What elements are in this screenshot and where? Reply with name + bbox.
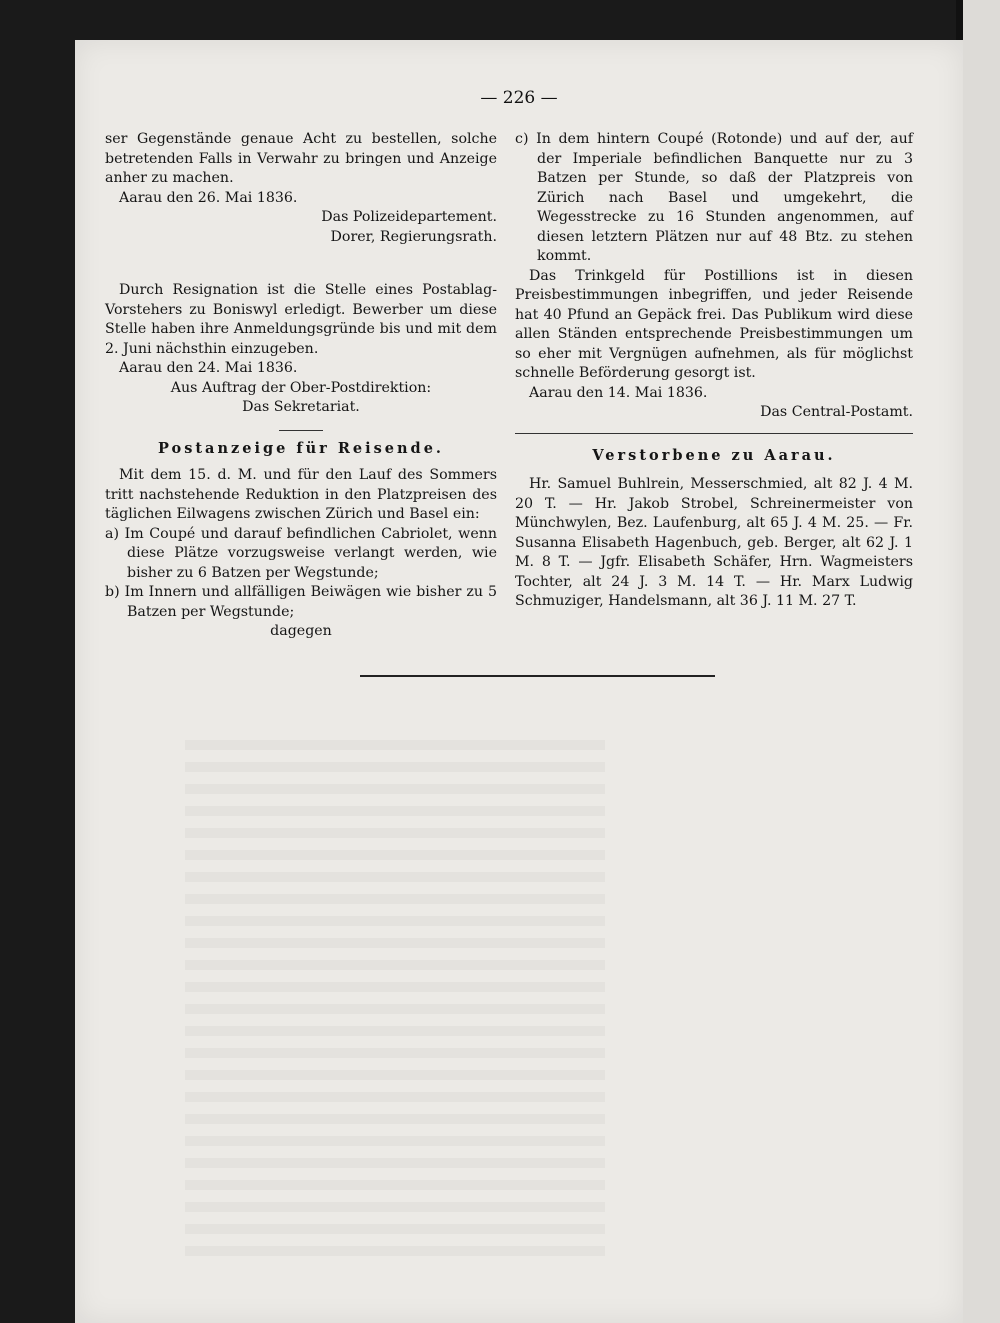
police-notice-date: Aarau den 26. Mai 1836.: [119, 189, 298, 206]
post-notice-signature: Das Central-Postamt.: [760, 404, 913, 420]
post-notice-item-b: b) Im Innern und allfälligen Beiwägen wie bisher zu 5 Batzen per Wegstunde;: [105, 584, 497, 620]
document-page: [75, 40, 963, 1323]
resignation-text: Durch Resignation ist die Stelle eines Postablag-Vorstehers zu Boniswyl erledigt. Bewerber um diese Stelle haben ihre Anmeldungsgründe bis und mit dem 2. Juni nächsthin einzugeben.: [105, 282, 497, 357]
adjacent-page-edge: [963, 0, 1000, 1323]
resignation-signature-2: Das Sekretariat.: [242, 399, 360, 415]
police-notice-signature-2: Dorer, Regierungsrath.: [330, 228, 497, 245]
right-column: [515, 130, 913, 612]
deceased-heading: Verstorbene zu Aarau.: [592, 446, 836, 464]
section-divider: [279, 430, 323, 431]
spacer: [105, 458, 497, 466]
post-notice-dagegen: dagegen: [270, 623, 332, 639]
police-notice-text: ser Gegenstände genaue Acht zu bestellen, solche betretenden Falls in Verwahr zu bringen und Anzeige anher zu machen.: [105, 131, 497, 186]
end-rule: [360, 675, 715, 677]
tip-paragraph: Das Trinkgeld für Postillions ist in diesen Preisbestimmungen inbegriffen, und jeder Reisende hat 40 Pfund an Gepäck frei. Das Publikum wird diese allen Ständen entsprechende Preisbestimmungen um so eher mit Vergnügen aufnehmen, als für möglichst schnelle Beförderung gesorgt ist.: [515, 267, 913, 381]
post-notice-date: Aarau den 14. Mai 1836.: [529, 384, 708, 401]
post-notice-intro: Mit dem 15. d. M. und für den Lauf des Sommers tritt nachstehende Reduktion in den Platzpreisen des täglichen Eilwagens zwischen Zürich und Basel ein:: [105, 467, 497, 522]
resignation-date: Aarau den 24. Mai 1836.: [119, 360, 298, 376]
page-number: — 226 —: [480, 88, 558, 108]
spacer: [105, 247, 497, 281]
left-column: [105, 130, 497, 642]
post-notice-item-a: a) Im Coupé und darauf befindlichen Cabriolet, wenn diese Plätze vorzugsweise verlangt werden, wie bisher zu 6 Batzen per Wegstunde;: [105, 525, 497, 581]
spacer: [515, 465, 913, 475]
post-notice-item-c: c) In dem hintern Coupé (Rotonde) und auf der, auf der Imperiale befindlichen Banquette nur zu 3 Batzen per Stunde, so daß der Platzpreis von Zürich nach Basel und umgekehrt, die Wegesstrecke zu 16 Stunden angenommen, auf diesen letztern Plätzen nur auf 48 Btz. zu stehen kommt.: [515, 131, 913, 264]
section-divider: [515, 433, 913, 434]
police-notice-signature-1: Das Polizeidepartement.: [321, 209, 497, 225]
post-notice-heading: Postanzeige für Reisende.: [158, 439, 444, 457]
deceased-list: Hr. Samuel Buhlrein, Messerschmied, alt 82 J. 4 M. 20 T. — Hr. Jakob Strobel, Schreinermeister von Münchwylen, Bez. Laufenburg, alt 65 J. 4 M. 25. — Fr. Susanna Elisabeth Hagenbuch, geb. Berger, alt 62 J. 1 M. 8 T. — Jgfr. Elisabeth Schäfer, Hrn. Wagmeisters Tochter, alt 24 J. 3 M. 14 T. — Hr. Marx Ludwig Schmuziger, Handelsmann, alt 36 J. 11 M. 27 T.: [515, 476, 913, 609]
show-through-texture: [185, 740, 605, 1260]
resignation-signature-1: Aus Auftrag der Ober-Postdirektion:: [170, 379, 432, 396]
